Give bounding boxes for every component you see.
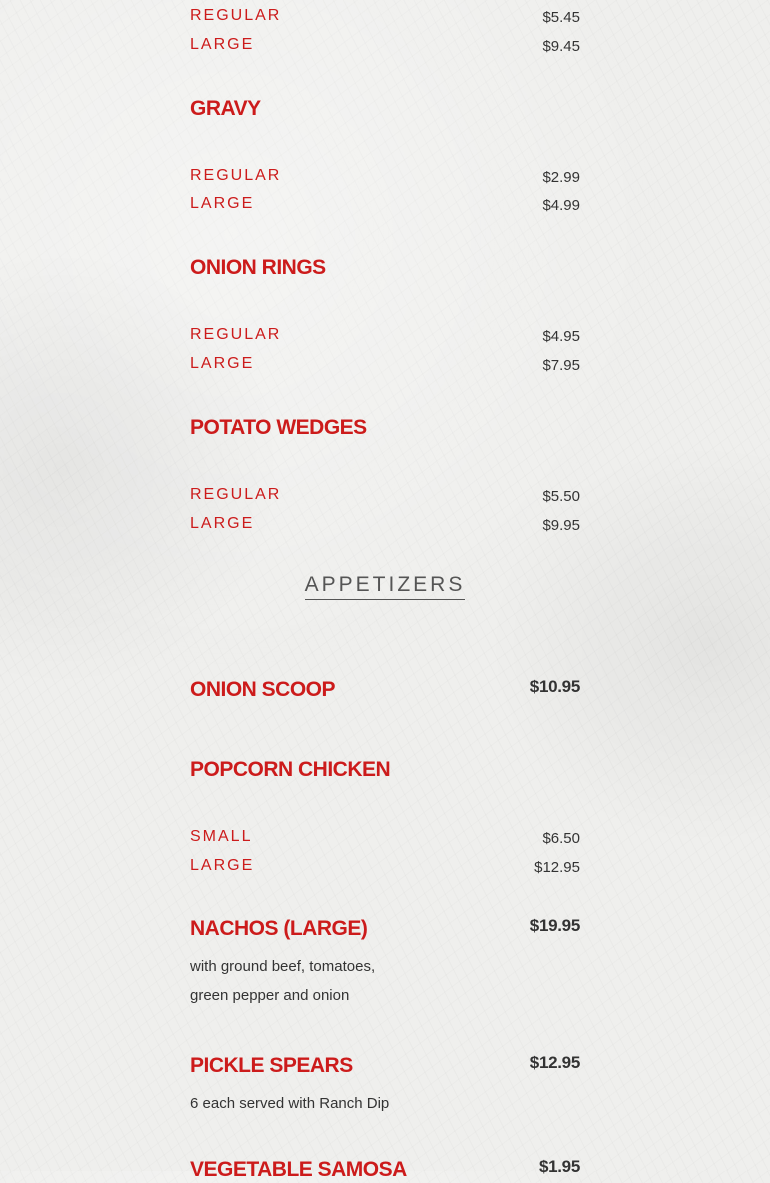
onion-rings-title: ONION RINGS <box>190 256 326 279</box>
gravy-title: GRAVY <box>190 97 261 120</box>
onion-rings-regular-price: $4.95 <box>542 328 580 345</box>
potato-wedges-title: POTATO WEDGES <box>190 416 367 439</box>
fries-regular-label: REGULAR <box>190 7 282 24</box>
potato-wedges-regular-label: REGULAR <box>190 486 282 503</box>
nachos-title: NACHOS (LARGE) <box>190 917 368 940</box>
popcorn-chicken-small-label: SMALL <box>190 828 253 845</box>
gravy-regular-label: REGULAR <box>190 167 282 184</box>
popcorn-chicken-large-label: LARGE <box>190 857 255 874</box>
fries-regular-price: $5.45 <box>542 9 580 26</box>
potato-wedges-large-label: LARGE <box>190 515 255 532</box>
popcorn-chicken-title: POPCORN CHICKEN <box>190 758 391 781</box>
potato-wedges-regular-price: $5.50 <box>542 488 580 505</box>
vegetable-samosa-title: VEGETABLE SAMOSA <box>190 1158 407 1181</box>
nachos-price: $19.95 <box>529 916 580 935</box>
vegetable-samosa-price: $1.95 <box>538 1157 580 1176</box>
gravy-large-label: LARGE <box>190 195 255 212</box>
onion-scoop-title: ONION SCOOP <box>190 678 336 701</box>
pickle-spears-description: 6 each served with Ranch Dip <box>190 1095 390 1112</box>
fries-large-label: LARGE <box>190 36 255 53</box>
pickle-spears-price: $12.95 <box>529 1053 580 1072</box>
onion-rings-large-price: $7.95 <box>542 357 580 374</box>
potato-wedges-large-price: $9.95 <box>542 517 580 534</box>
fries-large-price: $9.45 <box>542 38 580 55</box>
onion-rings-large-label: LARGE <box>190 355 255 372</box>
popcorn-chicken-large-price: $12.95 <box>534 859 580 876</box>
appetizers-heading-text: APPETIZERS <box>305 572 466 600</box>
gravy-large-price: $4.99 <box>542 197 580 214</box>
nachos-description-line-2: green pepper and onion <box>190 987 350 1004</box>
pickle-spears-title: PICKLE SPEARS <box>190 1054 353 1077</box>
nachos-description-line-1: with ground beef, tomatoes, <box>190 958 376 975</box>
gravy-regular-price: $2.99 <box>542 169 580 186</box>
appetizers-section-heading <box>0 572 770 600</box>
onion-scoop-price: $10.95 <box>529 677 580 696</box>
popcorn-chicken-small-price: $6.50 <box>542 830 580 847</box>
onion-rings-regular-label: REGULAR <box>190 326 282 343</box>
